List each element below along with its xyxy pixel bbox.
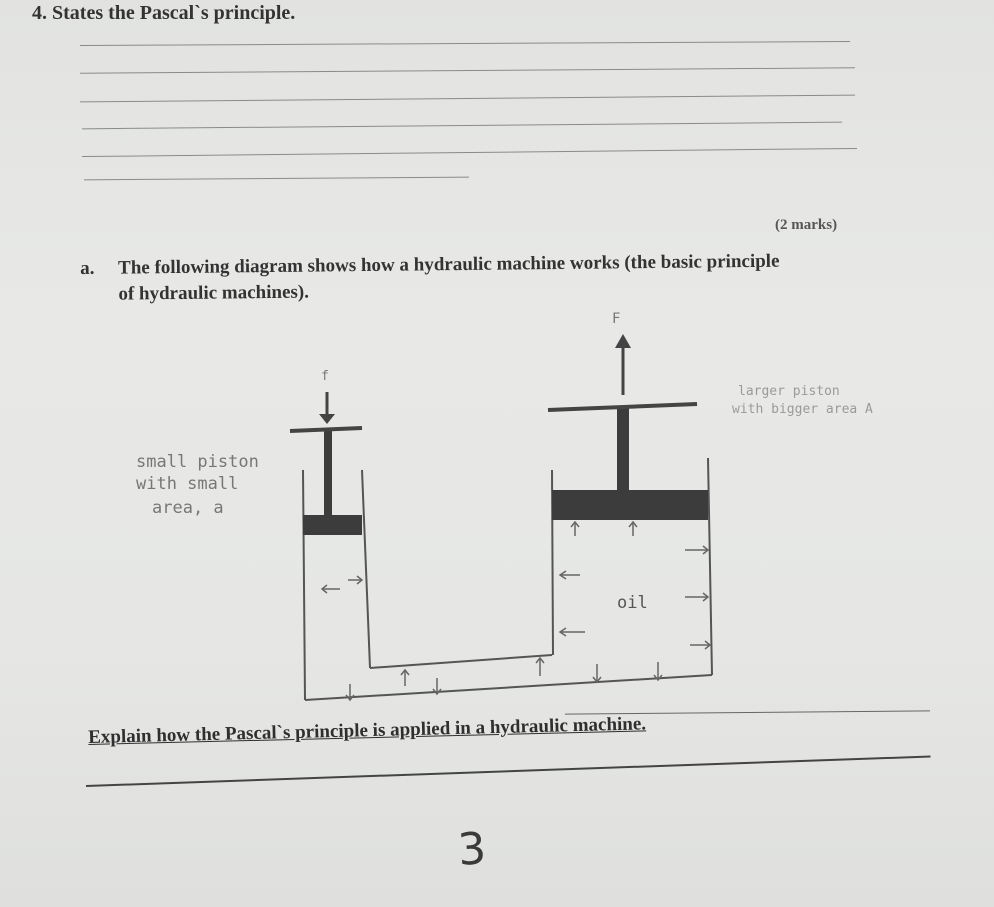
small-force-label: f [321, 369, 329, 384]
small-piston-head [303, 515, 362, 535]
small-piston-label-line3: area, a [152, 498, 224, 518]
part-letter: a. [80, 257, 95, 279]
pressure-arrows [322, 522, 710, 700]
connecting-pipe [305, 655, 712, 700]
large-piston-label-group [728, 378, 988, 428]
small-piston-label-line2: with small [136, 474, 239, 494]
answer-line [82, 148, 857, 157]
answer-line [80, 41, 850, 46]
marks-label: (2 marks) [775, 217, 838, 233]
small-cylinder [303, 470, 370, 700]
hydraulic-machine-diagram [280, 300, 750, 720]
part-a-text-line2: of hydraulic machines). [118, 281, 310, 305]
large-piston-label-line1: larger piston [738, 384, 840, 399]
explain-prompt: Explain how the Pascal`s principle is applied in a hydraulic machine. [88, 713, 647, 748]
large-piston [548, 334, 708, 520]
large-piston-head [552, 490, 708, 520]
large-force-arrowhead [615, 334, 631, 348]
answer-line [80, 67, 855, 73]
large-piston-label-line2: with bigger area A [732, 402, 873, 417]
answer-line [82, 122, 842, 130]
small-piston-rod [324, 430, 332, 516]
question-title: 4. States the Pascal`s principle. [32, 2, 296, 24]
small-piston [290, 392, 362, 535]
handwritten-mark: 3 [456, 823, 488, 876]
large-force-label: F [612, 311, 621, 327]
answer-line [80, 95, 855, 103]
large-piston-rod [617, 408, 629, 492]
small-piston-label-group [120, 445, 290, 525]
small-piston-handle [290, 428, 362, 431]
oil-label: oil [617, 593, 648, 613]
small-force-arrowhead [319, 414, 335, 424]
answer-line [84, 177, 469, 181]
part-a-text-line1: The following diagram shows how a hydraulic machine works (the basic principle [118, 250, 780, 279]
answer-line [86, 756, 931, 787]
small-piston-label-line1: small piston [136, 452, 259, 472]
part-a-question [80, 248, 891, 308]
